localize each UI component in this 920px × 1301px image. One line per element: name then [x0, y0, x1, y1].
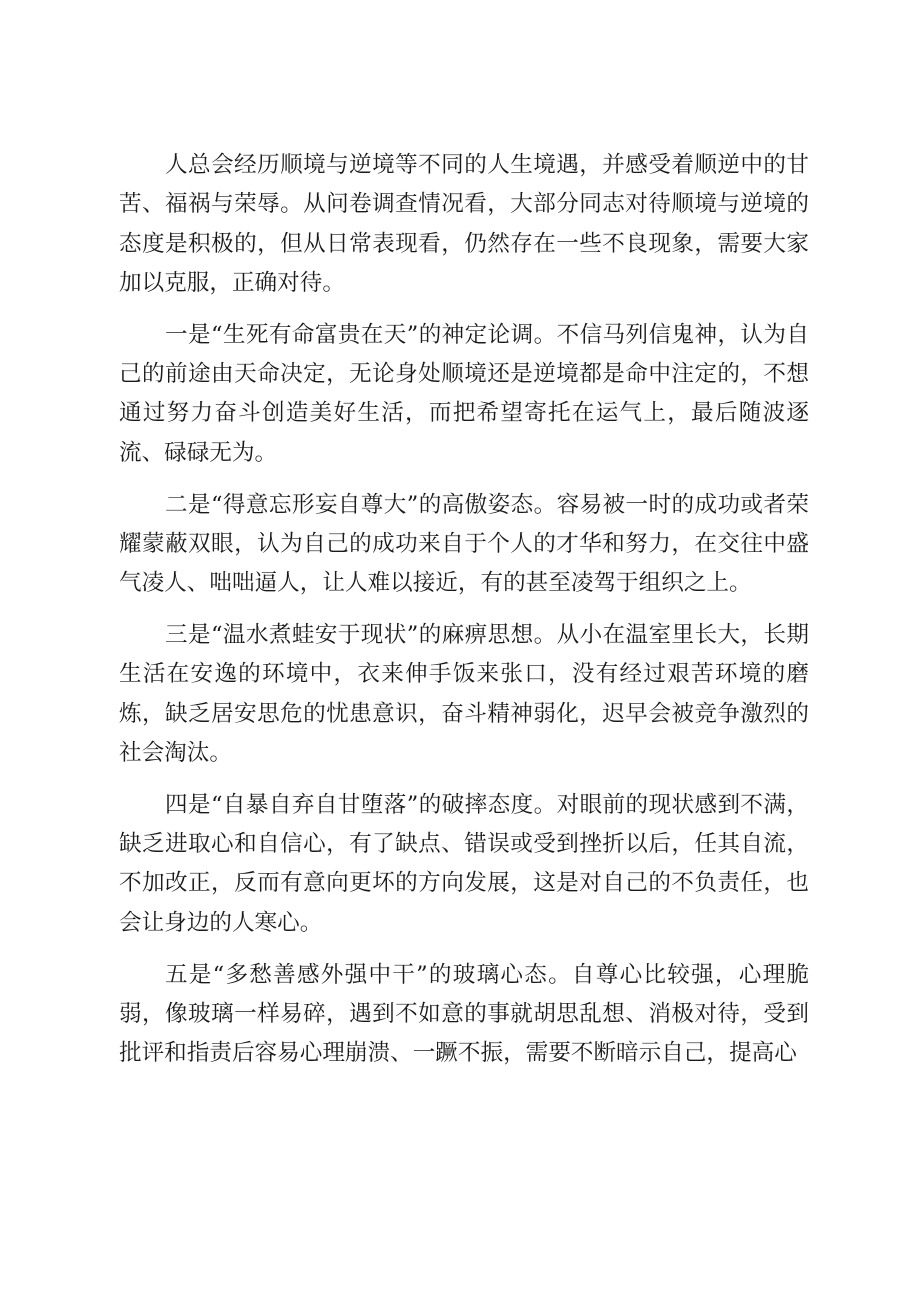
paragraph-point-4: 四是“自暴自弃自甘堕落”的破摔态度。对眼前的现状感到不满，缺乏进取心和自信心，有了缺点、错误或受到挫折以后，任其自流，不加改正，反而有意向更坏的方向发展，这是对自己的不负责任，也会让身边的人寒心。: [119, 791, 809, 936]
paragraph-point-1: 一是“生死有命富贵在天”的神定论调。不信马列信鬼神，认为自己的前途由天命决定，无论身处顺境还是逆境都是命中注定的，不想通过努力奋斗创造美好生活，而把希望寄托在运气上，最后随波逐流、碌碌无为。: [119, 321, 809, 466]
paragraph-point-2: 二是“得意忘形妄自尊大”的高傲姿态。容易被一时的成功或者荣耀蒙蔽双眼，认为自己的成功来自于个人的才华和努力，在交往中盛气凌人、咄咄逼人，让人难以接近，有的甚至凌驾于组织之上。: [119, 491, 809, 597]
paragraph-intro: 人总会经历顺境与逆境等不同的人生境遇，并感受着顺逆中的甘苦、福祸与荣辱。从问卷调查情况看，大部分同志对待顺境与逆境的态度是积极的，但从日常表现看，仍然存在一些不良现象，需要大家加以克服，正确对待。: [119, 152, 809, 296]
document-body: [119, 146, 809, 1086]
paragraph-point-3: 三是“温水煮蛙安于现状”的麻痹思想。从小在温室里长大，长期生活在安逸的环境中，衣来伸手饭来张口，没有经过艰苦环境的磨炼，缺乏居安思危的忧患意识，奋斗精神弱化，迟早会被竞争激烈的社会淘汰。: [119, 622, 809, 766]
paragraph-point-5: 五是“多愁善感外强中干”的玻璃心态。自尊心比较强，心理脆弱，像玻璃一样易碎，遇到不如意的事就胡思乱想、消极对待，受到批评和指责后容易心理崩溃、一蹶不振，需要不断暗示自己，提高心: [119, 961, 809, 1067]
